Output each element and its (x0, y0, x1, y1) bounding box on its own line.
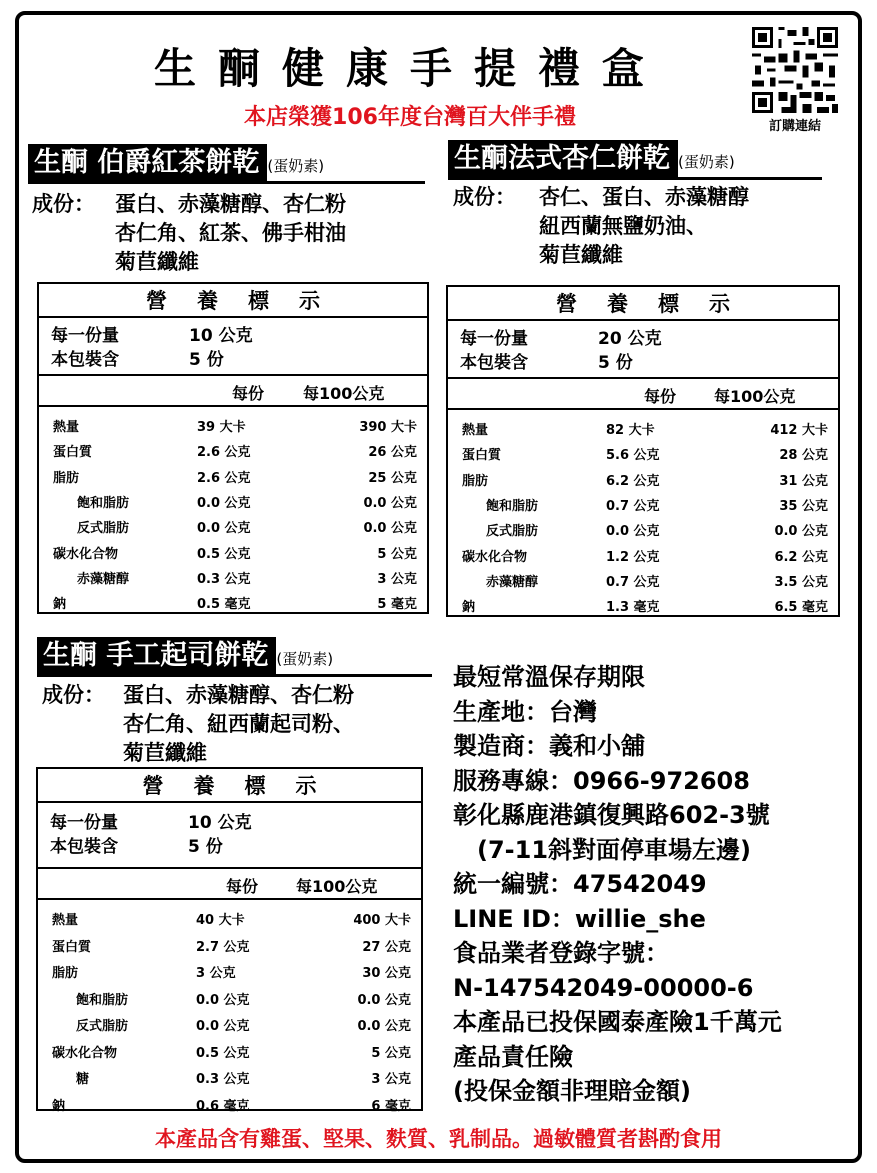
nutrition-row (39, 540, 427, 565)
nutrient-per-serving: 0.0 公克 (197, 521, 251, 537)
nutrient-per-serving: 2.6 公克 (197, 445, 251, 461)
product-diet: (蛋奶素) (267, 157, 325, 175)
nutrient-per-100g: 3.5 公克 (774, 574, 828, 590)
nutrition-row (38, 1092, 421, 1117)
nutrient-per-100g: 35 公克 (779, 498, 828, 514)
award-banner: 本店榮獲106年度台灣百大伴手禮 (244, 105, 576, 130)
ingredients-label: 成份： (32, 192, 95, 216)
nutrient-name: 糖 (76, 1072, 90, 1087)
product-name: 生酮法式杏仁餅乾 (448, 140, 678, 178)
nutrient-per-100g: 6 毫克 (371, 1098, 411, 1114)
servings-per-package-label: 本包裝含 (50, 837, 118, 857)
qr-code-label: 訂購連結 (768, 119, 821, 134)
nutrient-name: 蛋白質 (462, 448, 502, 464)
ingredients-line: 菊苣纖維 (115, 250, 199, 274)
product-name: 生酮 手工起司餅乾 (37, 637, 276, 675)
nutrition-row (39, 413, 427, 438)
nutrient-per-serving: 0.3 公克 (197, 571, 251, 587)
nutrition-table (446, 285, 840, 617)
nutrient-name: 碳水化合物 (462, 549, 528, 565)
product-title (28, 144, 324, 182)
nutrient-name: 蛋白質 (52, 939, 92, 955)
nutrient-name: 反式脂肪 (77, 521, 130, 537)
col-per-100g: 每100公克 (303, 384, 385, 403)
nutrition-row (448, 568, 838, 593)
nutrition-column-headers (39, 376, 427, 407)
nutrient-per-serving: 0.0 公克 (196, 992, 250, 1008)
info-line: N-147542049-00000-6 (453, 973, 754, 1002)
product-title (448, 140, 735, 178)
nutrient-name: 鈉 (52, 1098, 66, 1114)
nutrient-name: 反式脂肪 (76, 1019, 129, 1034)
nutrient-name: 脂肪 (462, 473, 489, 489)
store-info (453, 660, 782, 1109)
ingredients-line: 杏仁角、紐西蘭起司粉、 (123, 712, 354, 736)
product-title-underline (28, 181, 425, 184)
nutrient-name: 飽和脂肪 (77, 495, 130, 511)
nutrient-per-serving: 0.5 公克 (197, 546, 251, 562)
nutrient-per-serving: 0.5 毫克 (197, 597, 251, 613)
nutrient-per-100g: 3 公克 (371, 1072, 411, 1087)
nutrient-per-100g: 26 公克 (368, 445, 417, 461)
page-title: 生酮健康手提禮盒 (153, 44, 666, 93)
ingredients-label: 成份： (453, 185, 516, 209)
allergy-notice: 本產品含有雞蛋、堅果、麩質、乳制品。過敏體質者斟酌食用 (155, 1127, 722, 1151)
nutrition-row (448, 492, 838, 517)
info-line: (7-11斜對面停車場左邊) (453, 835, 751, 864)
serving-size-value: 10 公克 (189, 326, 253, 346)
info-line: 最短常溫保存期限 (453, 663, 645, 691)
nutrition-header: 營養標示 (39, 284, 427, 318)
nutrient-per-serving: 0.0 公克 (197, 495, 251, 511)
info-line: 食品業者登錄字號： (453, 939, 669, 967)
servings-per-package-value: 5 份 (188, 837, 223, 857)
servings-per-package-value: 5 份 (189, 350, 224, 370)
nutrient-name: 碳水化合物 (52, 1045, 118, 1061)
nutrient-per-serving: 3 公克 (196, 966, 236, 981)
servings-per-package-label: 本包裝含 (51, 350, 119, 370)
nutrient-name: 蛋白質 (53, 445, 93, 461)
nutrient-per-100g: 6.2 公克 (774, 549, 828, 565)
nutrition-row (448, 517, 838, 542)
nutrient-name: 熱量 (52, 913, 79, 928)
nutrient-per-100g: 5 公克 (377, 546, 417, 562)
nutrient-name: 脂肪 (52, 966, 79, 981)
nutrition-table (37, 282, 429, 614)
nutrient-per-100g: 30 公克 (362, 966, 411, 981)
nutrient-per-100g: 0.0 公克 (363, 495, 417, 511)
nutrition-row (38, 1039, 421, 1064)
nutrient-per-100g: 5 公克 (371, 1045, 411, 1061)
nutrition-table (36, 767, 423, 1114)
nutrient-per-serving: 1.3 毫克 (606, 600, 660, 616)
col-per-serving: 每份 (226, 877, 259, 896)
nutrient-per-serving: 1.2 公克 (606, 549, 660, 565)
nutrient-per-serving: 0.7 公克 (606, 498, 660, 514)
nutrition-row (38, 906, 421, 931)
nutrition-row (38, 959, 421, 984)
serving-size-value: 20 公克 (598, 329, 662, 349)
ingredients-line: 菊苣纖維 (123, 741, 207, 765)
serving-info (38, 803, 421, 869)
nutrient-per-serving: 2.7 公克 (196, 939, 250, 955)
nutrition-row (38, 986, 421, 1011)
servings-per-package-label: 本包裝含 (460, 353, 528, 373)
nutrition-header: 營養標示 (38, 769, 421, 803)
nutrient-per-100g: 31 公克 (779, 473, 828, 489)
nutrition-column-headers (38, 869, 421, 900)
nutrient-per-100g: 0.0 公克 (357, 1019, 411, 1034)
serving-size-label: 每一份量 (50, 813, 118, 833)
nutrition-row (39, 514, 427, 539)
nutrient-per-100g: 412 大卡 (770, 423, 828, 438)
product-diet: (蛋奶素) (678, 153, 735, 171)
col-per-100g: 每100公克 (296, 877, 378, 896)
info-line: 產品責任險 (453, 1042, 573, 1071)
nutrient-name: 反式脂肪 (486, 524, 539, 540)
col-per-serving: 每份 (644, 387, 677, 406)
serving-size-label: 每一份量 (460, 329, 528, 349)
nutrient-name: 飽和脂肪 (76, 992, 129, 1008)
nutrition-row (38, 1065, 421, 1090)
nutrient-per-100g: 28 公克 (779, 448, 828, 464)
ingredients-line: 杏仁、蛋白、赤藻糖醇 (539, 185, 749, 209)
nutrient-per-100g: 400 大卡 (353, 913, 411, 928)
nutrient-name: 脂肪 (53, 470, 80, 486)
info-line: 彰化縣鹿港鎮復興路602-3號 (453, 801, 770, 829)
nutrition-header: 營養標示 (448, 287, 838, 321)
nutrition-row (448, 467, 838, 492)
nutrition-row (39, 438, 427, 463)
nutrient-name: 鈉 (53, 597, 67, 613)
serving-size-label: 每一份量 (51, 326, 119, 346)
serving-info (448, 321, 838, 379)
info-line: 生產地：台灣 (453, 697, 597, 726)
nutrition-row (38, 933, 421, 958)
serving-size-value: 10 公克 (188, 813, 252, 833)
nutrient-per-100g: 0.0 公克 (363, 521, 417, 537)
info-line: 本產品已投保國泰產險1千萬元 (453, 1008, 782, 1036)
nutrient-per-100g: 3 公克 (377, 571, 417, 587)
nutrient-per-serving: 6.2 公克 (606, 473, 660, 489)
col-per-100g: 每100公克 (714, 387, 796, 406)
nutrition-row (448, 416, 838, 441)
ingredients-line: 杏仁角、紅茶、佛手柑油 (115, 221, 346, 245)
info-line: LINE ID：willie_she (453, 904, 706, 933)
nutrition-row (448, 543, 838, 568)
info-line: 服務專線：0966-972608 (453, 766, 750, 795)
nutrition-row (39, 464, 427, 489)
ingredients-line: 菊苣纖維 (539, 243, 623, 267)
nutrition-column-headers (448, 379, 838, 410)
ingredients-line: 紐西蘭無鹽奶油、 (539, 214, 707, 238)
nutrition-row (448, 441, 838, 466)
nutrient-name: 赤藻糖醇 (486, 574, 539, 590)
nutrient-per-100g: 0.0 公克 (774, 524, 828, 540)
nutrient-per-serving: 0.3 公克 (196, 1072, 250, 1087)
nutrition-row (39, 489, 427, 514)
nutrient-per-serving: 0.6 毫克 (196, 1098, 250, 1114)
nutrient-name: 碳水化合物 (53, 546, 119, 562)
ingredients-line: 蛋白、赤藻糖醇、杏仁粉 (123, 683, 354, 707)
nutrient-name: 熱量 (53, 420, 80, 435)
nutrient-per-100g: 6.5 毫克 (774, 600, 828, 616)
nutrient-per-serving: 2.6 公克 (197, 470, 251, 486)
nutrient-per-100g: 0.0 公克 (357, 992, 411, 1008)
nutrient-per-serving: 40 大卡 (196, 913, 245, 928)
nutrient-per-100g: 5 毫克 (377, 597, 417, 613)
serving-info (39, 318, 427, 376)
nutrient-name: 鈉 (462, 600, 476, 616)
nutrient-name: 熱量 (462, 423, 489, 438)
info-line: (投保金額非理賠金額) (453, 1077, 691, 1105)
product-name: 生酮 伯爵紅茶餅乾 (28, 144, 267, 182)
product-title (37, 637, 333, 675)
info-line: 統一編號：47542049 (453, 870, 707, 898)
ingredients-line: 蛋白、赤藻糖醇、杏仁粉 (115, 192, 346, 216)
nutrient-per-serving: 0.0 公克 (606, 524, 660, 540)
nutrient-name: 赤藻糖醇 (77, 571, 130, 587)
ingredients-label: 成份： (42, 683, 105, 707)
nutrient-per-serving: 5.6 公克 (606, 448, 660, 464)
nutrition-row (39, 590, 427, 615)
nutrient-per-100g: 27 公克 (362, 939, 411, 955)
nutrient-per-serving: 0.0 公克 (196, 1019, 250, 1034)
nutrition-row (38, 1012, 421, 1037)
nutrition-row (39, 565, 427, 590)
qr-code-icon[interactable] (752, 27, 838, 113)
nutrient-per-serving: 82 大卡 (606, 423, 655, 438)
info-line: 製造商：義和小舖 (453, 732, 645, 760)
nutrient-per-serving: 0.5 公克 (196, 1045, 250, 1061)
nutrient-per-serving: 39 大卡 (197, 420, 246, 435)
product-title-underline (37, 674, 432, 677)
product-title-underline (448, 177, 822, 180)
nutrient-name: 飽和脂肪 (486, 498, 539, 514)
nutrient-per-serving: 0.7 公克 (606, 574, 660, 590)
nutrient-per-100g: 390 大卡 (359, 420, 417, 435)
nutrient-per-100g: 25 公克 (368, 470, 417, 486)
nutrition-row (448, 593, 838, 618)
col-per-serving: 每份 (232, 384, 265, 403)
product-diet: (蛋奶素) (276, 650, 334, 668)
servings-per-package-value: 5 份 (598, 353, 633, 373)
